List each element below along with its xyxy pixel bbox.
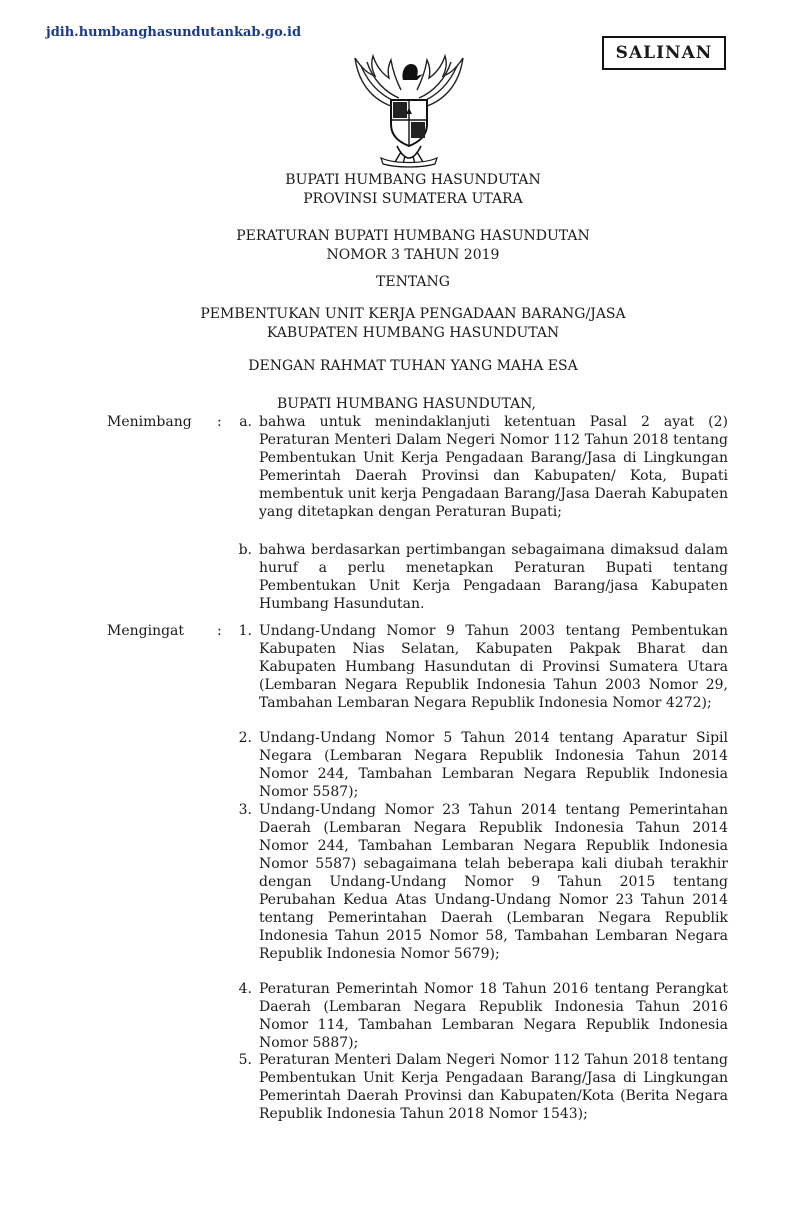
mengingat-item-4: Peraturan Pemerintah Nomor 18 Tahun 2016 tentang Perangkat Daerah (Lembaran Negara Republik Indonesia Tahun 2016 Nomor 114, Tambahan Lembaran Negara Republik Indonesia Nomor 5887); xyxy=(259,981,728,1051)
menimbang-item-b: bahwa berdasarkan pertimbangan sebagaimana dimaksud dalam huruf a perlu menetapkan Peraturan Bupati tentang Pembentukan Unit Kerja Pengadaan Barang/jasa Kabupaten Humbang Hasundutan. xyxy=(259,542,728,612)
mengingat-marker-2: 2. xyxy=(238,730,252,746)
salinan-stamp: SALINAN xyxy=(602,36,726,70)
subject-line-1: PEMBENTUKAN UNIT KERJA PENGADAAN BARANG/JASA xyxy=(200,306,626,322)
garuda-emblem-icon xyxy=(345,50,473,168)
mengingat-marker-4: 4. xyxy=(238,981,252,997)
menimbang-colon: : xyxy=(217,414,222,430)
menimbang-label: Menimbang xyxy=(107,414,192,430)
mengingat-marker-5: 5. xyxy=(238,1052,252,1068)
mengingat-item-5: Peraturan Menteri Dalam Negeri Nomor 112 Tahun 2018 tentang Pembentukan Unit Kerja Pengadaan Barang/Jasa di Lingkungan Pemerintah Daerah Provinsi dan Kabupaten/Kota (Berita Negara Republik Indonesia Tahun 2018 Nomor 1543); xyxy=(259,1052,728,1122)
mengingat-item-3: Undang-Undang Nomor 23 Tahun 2014 tentang Pemerintahan Daerah (Lembaran Negara Republik Indonesia Tahun 2014 Nomor 244, Tambahan Lembaran Negara Republik Indonesia Nomor 5587) sebagaimana telah beberapa kali diubah terakhir dengan Undang-Undang Nomor 9 Tahun 2015 tentang Perubahan Kedua Atas Undang-Undang Nomor 23 Tahun 2014 tentang Pemerintahan Daerah (Lembaran Negara Republik Indonesia Tahun 2015 Nomor 58, Tambahan Lembaran Negara Republik Indonesia Nomor 5679); xyxy=(259,802,728,962)
bupati-line: BUPATI HUMBANG HASUNDUTAN, xyxy=(277,396,536,412)
mengingat-marker-3: 3. xyxy=(238,802,252,818)
mengingat-item-1: Undang-Undang Nomor 9 Tahun 2003 tentang Pembentukan Kabupaten Nias Selatan, Kabupaten Pakpak Bharat dan Kabupaten Humbang Hasundutan di Provinsi Sumatera Utara (Lembaran Negara Republik Indonesia Tahun 2003 Nomor 29, Tambahan Lembaran Negara Republik Indonesia Nomor 4272); xyxy=(259,623,728,711)
menimbang-item-a: bahwa untuk menindaklanjuti ketentuan Pasal 2 ayat (2) Peraturan Menteri Dalam Negeri Nomor 112 Tahun 2018 tentang Pembentukan Unit Kerja Pengadaan Barang/Jasa di Lingkungan Pemerintah Daerah Provinsi dan Kabupaten/ Kota, Bupati membentuk unit kerja Pengadaan Barang/Jasa Daerah Kabupaten yang ditetapkan dengan Peraturan Bupati; xyxy=(259,414,728,520)
subject-line-2: KABUPATEN HUMBANG HASUNDUTAN xyxy=(266,325,560,341)
regulation-number: NOMOR 3 TAHUN 2019 xyxy=(326,247,500,263)
menimbang-marker-a: a. xyxy=(239,414,252,430)
menimbang-marker-b: b. xyxy=(238,542,252,558)
issuer-title: BUPATI HUMBANG HASUNDUTAN xyxy=(285,172,541,188)
mengingat-marker-1: 1. xyxy=(238,623,252,639)
mengingat-item-2: Undang-Undang Nomor 5 Tahun 2014 tentang Aparatur Sipil Negara (Lembaran Negara Republik Indonesia Tahun 2014 Nomor 244, Tambahan Lembaran Negara Republik Indonesia Nomor 5587); xyxy=(259,730,728,800)
tentang-heading: TENTANG xyxy=(376,274,450,290)
regulation-title: PERATURAN BUPATI HUMBANG HASUNDUTAN xyxy=(236,228,590,244)
mengingat-label: Mengingat xyxy=(107,623,185,639)
mengingat-colon: : xyxy=(217,623,222,639)
document-url[interactable]: jdih.humbanghasundutankab.go.id xyxy=(46,25,302,40)
rahmat-line: DENGAN RAHMAT TUHAN YANG MAHA ESA xyxy=(248,358,578,374)
issuer-province: PROVINSI SUMATERA UTARA xyxy=(303,191,523,207)
